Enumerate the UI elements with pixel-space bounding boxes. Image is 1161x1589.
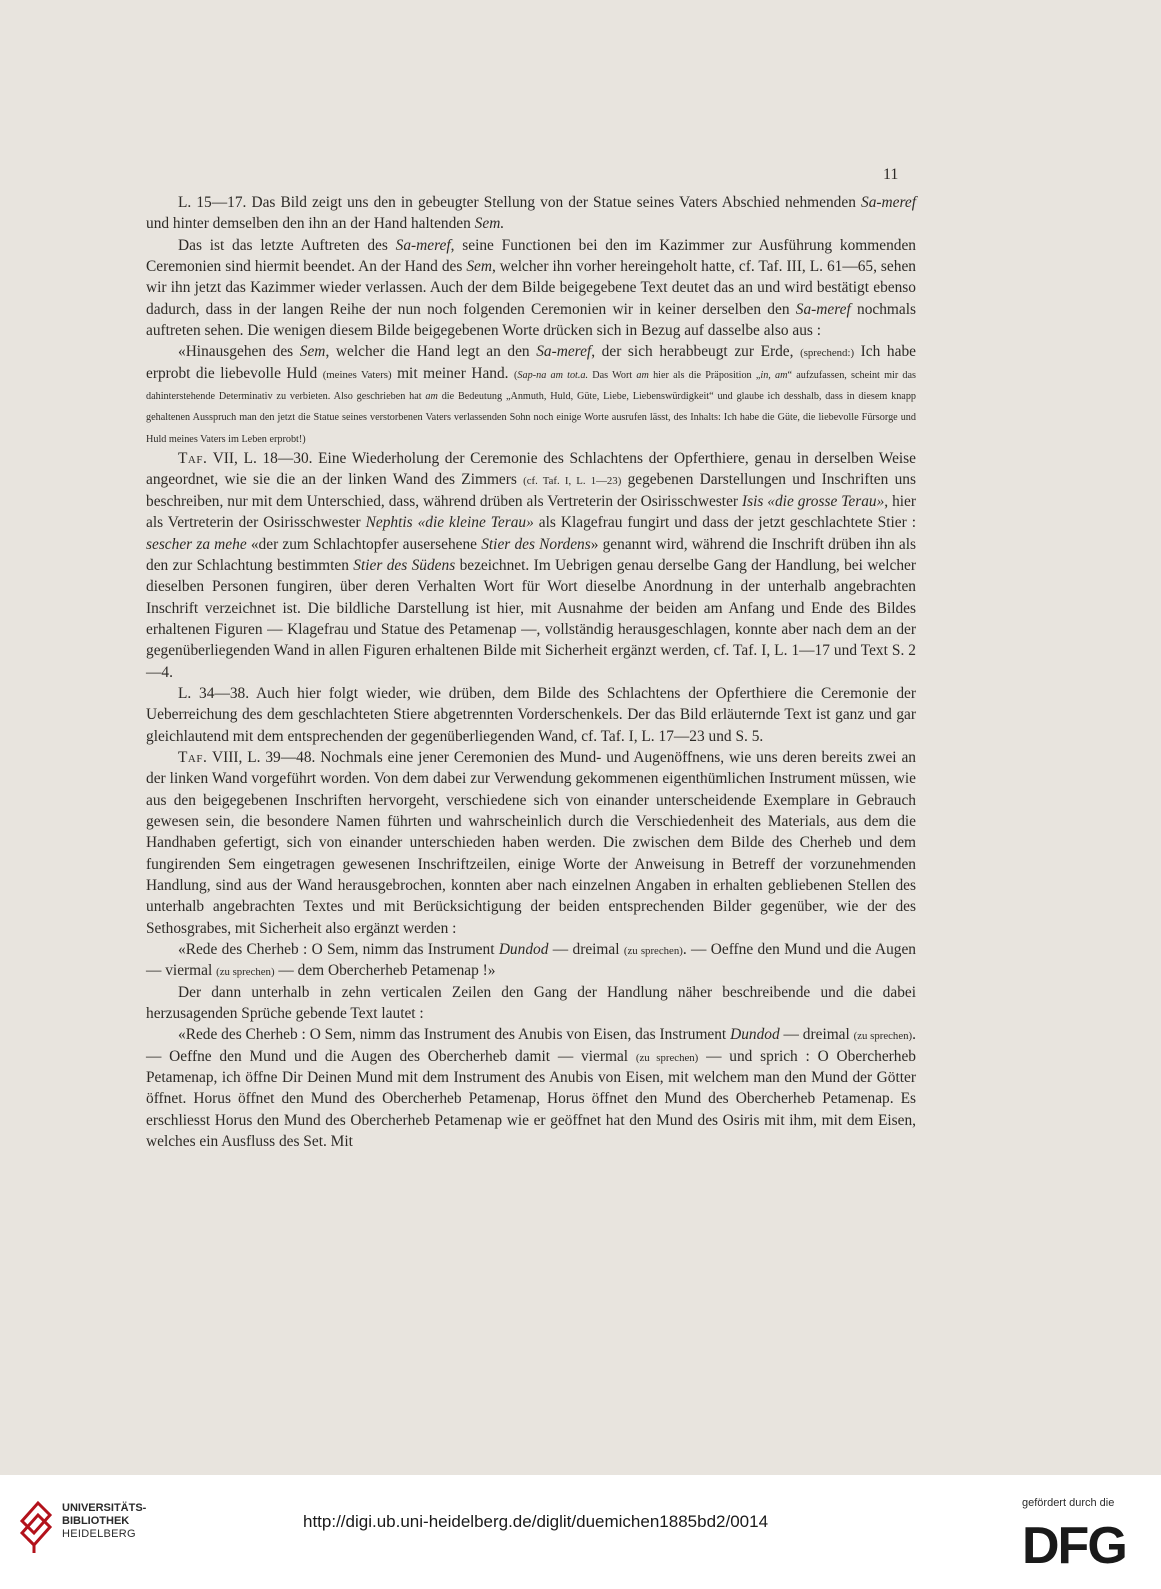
viewer-footer — [0, 1475, 1161, 1589]
text-run: sescher za mehe — [146, 535, 247, 553]
text-run: Sa-meref — [795, 300, 851, 318]
text-run: Der dann unterhalb in zehn verticalen Zeilen den Gang der Handlung näher beschreibende und die dabei herzusagenden Sprüche gebende Text lautet : — [146, 983, 916, 1023]
text-run: Taf. — [178, 450, 208, 468]
library-name-line3: HEIDELBERG — [62, 1528, 136, 1540]
text-run: «der zum Schlachtopfer ausersehene — [246, 535, 482, 553]
paragraph — [146, 1024, 916, 1152]
dfg-logo-icon — [1022, 1517, 1132, 1569]
dfg-logo-text: DFG — [1022, 1517, 1126, 1569]
paragraph — [146, 341, 916, 448]
text-run: , seine Functionen bei den im Kazimmer zur Ausführung kommenden Ceremonien sind hiermit beendet. An der Hand des — [146, 236, 916, 276]
text-run: — dem Obercherheb Petamenap !» — [274, 962, 496, 980]
funded-by-label: gefördert durch die — [1022, 1497, 1115, 1509]
text-run: Sem — [466, 258, 492, 276]
text-run: Dundod — [498, 941, 549, 959]
text-run: Sap-na am tot.a. — [517, 369, 589, 381]
text-run: L. 34—38. Auch hier folgt wieder, wie drüben, dem Bilde des Schlachtens der Opferthiere die Ceremonie der Ueberreichung des dem geschlachteten Stiere abgetrennten Vorderschenkels. Der das Bild erläuternde Text ist ganz und gar gleichlautend mit dem entsprechenden der gegenüberliegenden Wand, cf. Taf. I, L. 17—23 und S. 5. — [146, 684, 916, 745]
text-run: (zu sprechen) — [635, 1051, 699, 1064]
text-run: die Bedeutung „Anmuth, Huld, Güte, Liebe, Liebenswürdigkeit“ und glaube ich desshalb, dass in diesem knapp gehaltenen Ausspruch man den jetzt die Statue seines verstorbenen Vaters verlassenden Sohn noch einige Worte ausrufen lässt, des Inhalts: Ich habe die Güte, die liebevolle Fürsorge und Huld meines Vaters im Leben erprobt!) — [146, 391, 917, 445]
text-run: Stier des Südens — [353, 556, 456, 574]
text-run: Isis «die grosse Terau» — [741, 492, 885, 510]
text-run: (zu sprechen) — [216, 966, 275, 979]
text-run: Das ist das letzte Auftreten des — [178, 236, 396, 254]
paragraph — [146, 448, 916, 683]
text-run: Ich habe erprobt die liebevolle Huld — [146, 343, 916, 382]
text-run: (sprechend:) — [800, 347, 855, 360]
text-run: Sa-meref — [861, 194, 916, 211]
text-run: (meines Vaters) — [322, 368, 392, 381]
text-run: , der sich herabbeugt zur Erde, — [591, 343, 801, 361]
page-number: 11 — [883, 166, 899, 183]
text-run: (zu sprechen) — [853, 1030, 913, 1043]
text-run: Nephtis «die kleine Terau» — [365, 514, 534, 532]
text-run: Sem — [299, 343, 326, 361]
text-run: in, am — [760, 369, 788, 381]
text-run: hier als die Präposition „ — [648, 369, 761, 381]
text-run: und hinter demselben den ihn an der Hand haltenden — [146, 215, 475, 233]
text-run: VIII, L. 39—48. Nochmals eine jener Ceremonien des Mund- und Augenöffnens, wie uns deren bereits zwei an der linken Wand vorgeführt worden. Von dem dabei zur Verwendung gekommenen eigenthümlichen Instrument müssen, wie aus den beigegebenen Inschriften hervorgeht, verschiedene sich von einander unterscheidende Exemplare in Gebrauch gewesen sein, die besondere Namen führten und wahrscheinlich durch die Verschiedenheit des Materials, aus dem die Handhaben gefertigt, sich von einander unterschieden haben werden. Die zwischen dem Bilde des Cherheb und dem fungirenden Sem eingetragen gewesenen Inschriftzeilen, einige Worte der Anweisung in Betreff der vorzunehmenden Handlung, sind aus der Wand herausgebrochen, konnten aber nach einzelnen Angaben in erhalten gebliebenen Stellen des unterhalb angebrachten Textes und mit Berücksichtigung der beiden entsprechenden Bilder gegenüber, wie der des Sethosgrabes, mit Sicherheit also ergänzt werden : — [146, 748, 916, 937]
text-run: L. 15—17. Das Bild zeigt uns den in gebeugter Stellung von der Statue seines Vaters Abschied nehmenden — [178, 194, 861, 211]
text-run: Sa-meref — [536, 343, 592, 361]
library-name-line2: BIBLIOTHEK — [62, 1515, 130, 1527]
paragraph — [146, 939, 916, 982]
text-run: am — [636, 369, 649, 381]
text-run: mit meiner Hand. — [391, 364, 515, 382]
text-run: Taf. — [178, 748, 208, 766]
library-name — [62, 1502, 146, 1541]
text-run: gegebenen Darstellungen und Inschriften uns beschreiben, nur mit dem Unterschied, dass, während drüben als Vertreterin der Osirisschwester — [146, 471, 916, 510]
text-run: . — Oeffne den Mund und die Augen — viermal — [146, 941, 916, 980]
text-run: — dreimal — [779, 1026, 854, 1044]
text-run: als Klagefrau fungirt und dass der jetzt geschlachtete Stier : — [533, 514, 916, 532]
text-run: Das Wort — [588, 369, 637, 381]
text-run: , welcher die Hand legt an den — [325, 343, 537, 361]
text-run: ( — [514, 369, 518, 381]
text-run: Sem. — [474, 215, 505, 233]
text-run: , hier als Vertreterin der Osirisschwester — [146, 492, 916, 532]
text-run: Dundod — [730, 1026, 780, 1044]
permalink-url[interactable]: http://digi.ub.uni-heidelberg.de/diglit/duemichen1885bd2/0014 — [303, 1512, 769, 1531]
paragraph — [146, 683, 916, 747]
text-run: nochmals auftreten sehen. Die wenigen diesem Bilde beigegebenen Worte drücken sich in Bezug auf dasselbe also aus : — [146, 300, 917, 340]
body-text — [146, 192, 916, 1152]
text-run: » genannt wird, während die Inschrift drüben ihn als den zur Schlachtung bestimmten — [146, 535, 917, 574]
text-run: (cf. Taf. I, L. 1—23) — [523, 475, 622, 488]
ub-heidelberg-logo-icon — [16, 1497, 56, 1555]
text-run: VII, L. 18—30. Eine Wiederholung der Ceremonie des Schlachtens der Opferthiere, genau in derselben Weise angeordnet, wie sie die an der linken Wand des Zimmers — [146, 450, 916, 489]
text-run: “ aufzufassen, scheint mir das dahinterstehende Determinativ zu verbieten. Also geschrieben hat — [146, 369, 917, 403]
library-name-line1: UNIVERSITÄTS- — [62, 1502, 147, 1514]
text-run: . — Oeffne den Mund und die Augen des Obercherheb damit — viermal — [146, 1026, 916, 1065]
text-run: — dreimal — [548, 941, 624, 959]
text-run: «Rede des Cherheb : O Sem, nimm das Instrument — [178, 941, 499, 959]
text-run: «Hinausgehen des — [178, 343, 300, 361]
text-run: Sa-meref — [395, 236, 451, 254]
paragraph — [146, 235, 916, 342]
text-run: Stier des Nordens — [481, 535, 591, 553]
paragraph — [146, 747, 916, 939]
text-run: , welcher ihn vorher hereingeholt hatte, cf. Taf. III, L. 61—65, sehen wir ihn jetzt das Kazimmer wieder verlassen. Auch der dem Bilde beigegebene Text deutet das an und wird bestätigt ebenso dadurch, dass in der langen Reihe der nun noch folgenden Ceremonien wir in keiner derselben den — [146, 258, 916, 318]
text-run: am — [425, 391, 438, 403]
paragraph — [146, 982, 916, 1025]
text-run: (zu sprechen) — [623, 945, 683, 958]
text-run: bezeichnet. Im Uebrigen genau derselbe Gang der Handlung, bei welcher dieselben Personen fungiren, über deren Verhalten Wort für Wort dieselbe Anordnung in der unterhalb angebrachten Inschrift verzeichnet ist. Die bildliche Darstellung ist hier, mit Ausnahme der beiden am Anfang und Ende des Bildes erhaltenen Figuren — Klagefrau und Statue des Petamenap —, vollständig herausgeschlagen, konnte aber nach dem an der gegenüberliegenden Wand in allen Figuren erhaltenen Bilde mit Sicherheit ergänzt werden, cf. Taf. I, L. 1—17 und Text S. 2—4. — [146, 556, 916, 681]
text-run: «Rede des Cherheb : O Sem, nimm das Instrument des Anubis von Eisen, das Instrument — [178, 1026, 731, 1044]
paragraph — [146, 192, 916, 235]
text-run: — und sprich : O Obercherheb Petamenap, ich öffne Dir Deinen Mund mit dem Instrument des Anubis von Eisen, mit welchem man den Mund der Götter öffnet. Horus öffnet den Mund des Obercherheb Petamenap, Horus öffnet den Mund des Obercherheb Petamenap. Es erschliesst Horus den Mund des Obercherheb Petamenap wie er geöffnet hat den Mund des Osiris mit ihm, mit dem Eisen, welches ein Ausfluss des Set. Mit — [146, 1047, 916, 1151]
